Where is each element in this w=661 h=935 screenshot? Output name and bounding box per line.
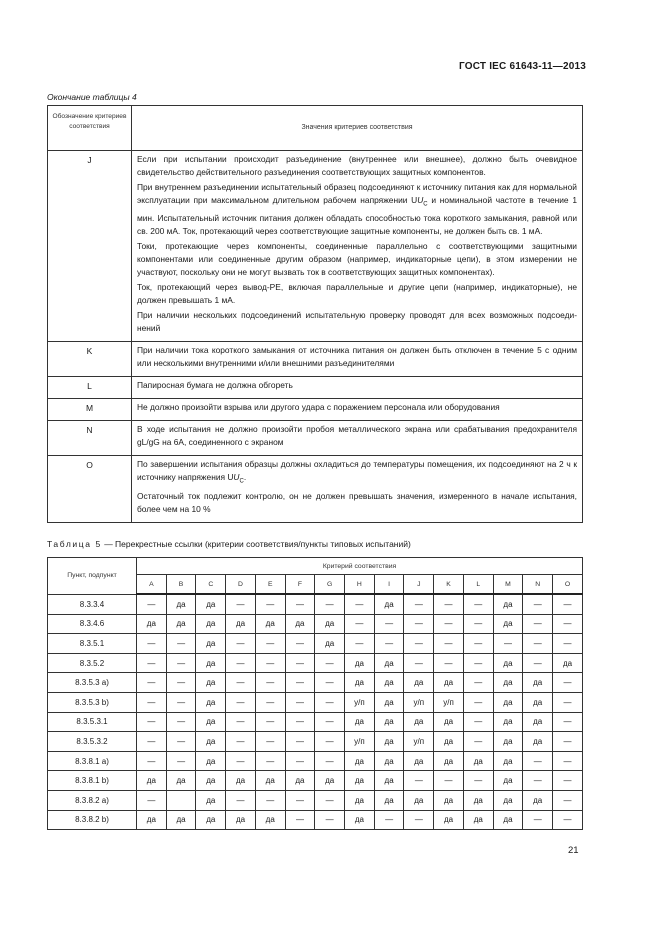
table-cell: да: [553, 653, 583, 673]
table-cell: да: [374, 790, 404, 810]
table-cell: да: [345, 751, 375, 771]
table5: [47, 557, 583, 830]
table4-row-m: [48, 398, 583, 420]
table-cell: —: [315, 673, 345, 693]
table-cell: да: [493, 771, 523, 791]
table4-row-k: [48, 341, 583, 376]
table-cell: —: [553, 692, 583, 712]
table-cell: у/п: [404, 732, 434, 752]
table-cell: —: [166, 634, 196, 654]
table-cell: да: [493, 692, 523, 712]
table-cell: —: [137, 712, 167, 732]
table5-column-header: N: [523, 575, 553, 595]
table-cell: —: [434, 771, 464, 791]
criterion-text: При наличии нескольких подсоединений испытательную проверку проводят для всех возможных подсоединений: [137, 309, 577, 333]
table-cell: —: [553, 673, 583, 693]
table-cell: да: [345, 653, 375, 673]
table-cell: да: [434, 673, 464, 693]
table4-row-n: [48, 420, 583, 455]
table-cell: —: [345, 634, 375, 654]
table-cell: —: [523, 810, 553, 830]
criterion-code: M: [85, 402, 94, 413]
table-cell: да: [196, 751, 226, 771]
criterion-text: По завершении испытания образцы должны охладиться до температуры помещения, их подсоединяют на 2 ч к источнику напряжения $UU_C$.: [137, 458, 577, 485]
table-cell: —: [285, 594, 315, 614]
table-cell: —: [374, 614, 404, 634]
criterion-text: Остаточный ток подлежит контролю, он не должен превышать значения, измеренного в начале испытания, более чем на 10 %: [137, 491, 577, 515]
table-cell: да: [374, 692, 404, 712]
table-cell: да: [523, 692, 553, 712]
table-cell: —: [166, 751, 196, 771]
table-cell: да: [196, 594, 226, 614]
table-cell: —: [523, 594, 553, 614]
criterion-text: Папиросная бумага не должна обгореть: [137, 379, 293, 390]
table4-caption: Окончание таблицы 4: [47, 92, 137, 102]
table5-column-header: L: [463, 575, 493, 595]
table-cell: да: [523, 790, 553, 810]
criterion-code: J: [87, 155, 92, 165]
table-cell: да: [196, 810, 226, 830]
table-cell: да: [196, 653, 226, 673]
table-cell: да: [493, 673, 523, 693]
table-row: [48, 653, 583, 673]
table-cell: [166, 790, 196, 810]
table-cell: —: [315, 732, 345, 752]
table-cell: —: [137, 653, 167, 673]
table5-column-header: I: [374, 575, 404, 595]
table5-column-header: F: [285, 575, 315, 595]
table-cell: —: [255, 653, 285, 673]
clause-number: 8.3.4.6: [48, 614, 137, 634]
criterion-text: Ток, протекающий через вывод-РЕ, включая параллельные и другие цепи (например, индикаторные), не должен превышать 1 мА.: [137, 281, 577, 305]
table-cell: —: [345, 614, 375, 634]
table-cell: —: [285, 790, 315, 810]
criterion-code: K: [86, 345, 93, 356]
table-cell: да: [196, 712, 226, 732]
table-cell: да: [166, 771, 196, 791]
clause-number: 8.3.8.1 b): [48, 771, 137, 791]
table5-column-header: E: [255, 575, 285, 595]
table-cell: да: [493, 594, 523, 614]
table-cell: —: [285, 673, 315, 693]
table-cell: —: [166, 692, 196, 712]
table-cell: да: [137, 771, 167, 791]
table-row: [48, 790, 583, 810]
table-cell: да: [345, 810, 375, 830]
table-cell: да: [315, 634, 345, 654]
criterion-code: L: [87, 380, 92, 391]
clause-number: 8.3.5.3 a): [48, 673, 137, 693]
table-cell: да: [493, 653, 523, 673]
table-cell: да: [523, 712, 553, 732]
table-cell: —: [315, 692, 345, 712]
table-cell: да: [345, 790, 375, 810]
table-cell: да: [137, 810, 167, 830]
table-cell: да: [226, 771, 256, 791]
table-cell: —: [553, 751, 583, 771]
table-cell: да: [196, 692, 226, 712]
table-cell: да: [196, 614, 226, 634]
table-cell: да: [374, 732, 404, 752]
table-row: [48, 732, 583, 752]
table-cell: —: [463, 771, 493, 791]
page-number: 21: [568, 845, 579, 856]
table-cell: —: [553, 732, 583, 752]
table5-column-header: M: [493, 575, 523, 595]
table-cell: —: [463, 712, 493, 732]
table-cell: —: [493, 634, 523, 654]
table5-column-header: D: [226, 575, 256, 595]
table-cell: да: [226, 810, 256, 830]
clause-number: 8.3.8.1 a): [48, 751, 137, 771]
table-cell: да: [493, 732, 523, 752]
table4-col1-header: Обозначение критериев соответствия: [48, 106, 132, 151]
table-cell: —: [553, 634, 583, 654]
table-cell: да: [196, 673, 226, 693]
table5-column-header: B: [166, 575, 196, 595]
table-cell: да: [226, 614, 256, 634]
table-cell: —: [553, 790, 583, 810]
table-cell: —: [553, 810, 583, 830]
table5-column-header: J: [404, 575, 434, 595]
clause-number: 8.3.8.2 a): [48, 790, 137, 810]
table-cell: —: [285, 712, 315, 732]
table-cell: —: [285, 634, 315, 654]
table-cell: —: [255, 732, 285, 752]
table4-row-o: [48, 455, 583, 523]
table-cell: —: [523, 614, 553, 634]
table-cell: да: [196, 790, 226, 810]
table-cell: да: [345, 771, 375, 791]
table-cell: да: [404, 712, 434, 732]
table-cell: у/п: [434, 692, 464, 712]
clause-number: 8.3.5.3 b): [48, 692, 137, 712]
table-cell: —: [285, 692, 315, 712]
table-cell: —: [553, 771, 583, 791]
criterion-text: При наличии тока короткого замыкания от источника питания он должен быть отключен в течение 5 с одним или несколькими внутренними и/или внешними разъединителями: [137, 344, 577, 368]
table-cell: —: [137, 692, 167, 712]
clause-number: 8.3.3.4: [48, 594, 137, 614]
criterion-text: В ходе испытания не должно произойти пробоя металлического экрана или срабатывания предохранителя gL/gG на 6А, соединенного с экраном: [137, 423, 577, 447]
table-cell: да: [196, 634, 226, 654]
clause-number: 8.3.5.1: [48, 634, 137, 654]
table-cell: —: [285, 732, 315, 752]
table5-column-header: H: [345, 575, 375, 595]
table-cell: да: [345, 712, 375, 732]
table-row: [48, 692, 583, 712]
table-cell: у/п: [404, 692, 434, 712]
table-cell: да: [374, 751, 404, 771]
criterion-text: Не должно произойти взрыва или другого удара с поражением персонала или оборудования: [137, 401, 500, 412]
table-cell: да: [374, 712, 404, 732]
table4-row-l: [48, 376, 583, 398]
table-cell: у/п: [345, 732, 375, 752]
table-cell: —: [315, 712, 345, 732]
table-cell: —: [166, 732, 196, 752]
table-cell: —: [523, 653, 553, 673]
table5-column-header: G: [315, 575, 345, 595]
table-cell: —: [166, 712, 196, 732]
table-cell: —: [553, 614, 583, 634]
table-cell: —: [226, 692, 256, 712]
table-cell: да: [315, 771, 345, 791]
table-row: [48, 712, 583, 732]
criterion-code: N: [86, 424, 93, 435]
table-cell: —: [137, 594, 167, 614]
table-cell: —: [255, 634, 285, 654]
clause-number: 8.3.5.2: [48, 653, 137, 673]
table-cell: —: [166, 653, 196, 673]
table-cell: да: [463, 790, 493, 810]
table-cell: да: [255, 771, 285, 791]
table4-header-row: [48, 106, 583, 151]
table-cell: да: [463, 751, 493, 771]
table-cell: —: [463, 732, 493, 752]
criterion-text: Если при испытании происходит разъединение (внутреннее или внешнее), должно быть очевидное свидетельство действительного разъединения соответствующих защитных компонентов.: [137, 154, 577, 177]
table5-column-header: C: [196, 575, 226, 595]
table-cell: да: [255, 614, 285, 634]
table-cell: да: [374, 771, 404, 791]
table-cell: —: [553, 594, 583, 614]
criterion-text: Токи, протекающие через компоненты, соединенные параллельно с соответствующими защитными компонентами или соединенные другим образом (например, индикаторные цепи), в этом измерении не участвуют, поскольку они не могут вызвать ток в соответствующих защитных компонентах).: [137, 240, 577, 277]
table-cell: —: [374, 634, 404, 654]
table-cell: —: [434, 634, 464, 654]
table-cell: да: [434, 732, 464, 752]
table-cell: —: [255, 692, 285, 712]
table-cell: —: [463, 594, 493, 614]
table-cell: —: [374, 810, 404, 830]
table-cell: да: [493, 614, 523, 634]
table-cell: да: [374, 594, 404, 614]
table-cell: —: [226, 732, 256, 752]
table5-caption: Таблица 5 — Перекрестные ссылки (критерии соответствия/пункты типовых испытаний): [47, 539, 411, 549]
table-cell: —: [255, 790, 285, 810]
table-cell: —: [255, 673, 285, 693]
table-row: [48, 751, 583, 771]
table4-col2-header: Значения критериев соответствия: [132, 106, 583, 151]
table-cell: да: [345, 673, 375, 693]
table-cell: да: [404, 751, 434, 771]
table-cell: да: [523, 673, 553, 693]
table4-row-j: [48, 151, 583, 342]
table-row: [48, 673, 583, 693]
table-cell: —: [315, 810, 345, 830]
standard-header: ГОСТ IEC 61643-11—2013: [459, 61, 586, 72]
table-cell: да: [166, 614, 196, 634]
table-cell: да: [315, 614, 345, 634]
table-cell: —: [137, 732, 167, 752]
table-cell: —: [404, 594, 434, 614]
table-cell: да: [404, 673, 434, 693]
table-row: [48, 771, 583, 791]
table-cell: —: [315, 594, 345, 614]
criterion-code: O: [86, 459, 93, 470]
table-cell: да: [196, 771, 226, 791]
table-cell: —: [137, 634, 167, 654]
table-cell: —: [404, 653, 434, 673]
table-cell: —: [463, 692, 493, 712]
table-cell: —: [137, 751, 167, 771]
table-row: [48, 634, 583, 654]
table-cell: —: [226, 751, 256, 771]
table-cell: да: [285, 614, 315, 634]
criterion-text: При внутреннем разъединении испытательный образец подсоединяют к источнику питания как для нормальной эксплуатации при максимальном длительном рабочем напряжении $UU_C$ и номинальной частоте в течение 1 мин. Испытательный источник питания должен обладать способностью тока короткого замыкания, равной или св. 200 мА. Ток, протекающий через соответствующие защитные компоненты, не должен быть св. 1 мА.: [137, 182, 577, 236]
table-cell: да: [374, 673, 404, 693]
table-cell: —: [523, 751, 553, 771]
table-cell: да: [493, 790, 523, 810]
table-cell: да: [196, 732, 226, 752]
table-cell: да: [523, 732, 553, 752]
table-cell: —: [434, 614, 464, 634]
table-cell: —: [345, 594, 375, 614]
table5-body: [48, 594, 583, 830]
table-cell: —: [255, 712, 285, 732]
table-cell: —: [463, 673, 493, 693]
table-cell: да: [285, 771, 315, 791]
clause-number: 8.3.8.2 b): [48, 810, 137, 830]
clause-number: 8.3.5.3.2: [48, 732, 137, 752]
table-cell: да: [434, 751, 464, 771]
table-cell: —: [285, 810, 315, 830]
table-row: [48, 614, 583, 634]
table-cell: —: [463, 653, 493, 673]
table-cell: да: [374, 653, 404, 673]
table-cell: —: [523, 634, 553, 654]
table4: [47, 105, 583, 523]
table-cell: —: [404, 810, 434, 830]
table-row: [48, 594, 583, 614]
table-cell: —: [404, 771, 434, 791]
table-cell: да: [493, 751, 523, 771]
table-cell: да: [434, 810, 464, 830]
table-cell: —: [226, 594, 256, 614]
table-cell: —: [404, 614, 434, 634]
table-cell: да: [493, 712, 523, 732]
table-cell: —: [255, 751, 285, 771]
table-cell: да: [166, 810, 196, 830]
table-cell: —: [404, 634, 434, 654]
table-cell: —: [315, 751, 345, 771]
table-cell: —: [226, 634, 256, 654]
table-cell: —: [226, 712, 256, 732]
table-cell: —: [315, 790, 345, 810]
table-cell: —: [166, 673, 196, 693]
table-row: [48, 810, 583, 830]
table-cell: —: [315, 653, 345, 673]
table-cell: —: [463, 634, 493, 654]
table5-column-header: K: [434, 575, 464, 595]
table-cell: —: [285, 751, 315, 771]
table-cell: —: [434, 653, 464, 673]
clause-number: 8.3.5.3.1: [48, 712, 137, 732]
table-cell: —: [553, 712, 583, 732]
table-cell: —: [463, 614, 493, 634]
table-cell: —: [226, 653, 256, 673]
table-cell: да: [434, 712, 464, 732]
table-cell: да: [463, 810, 493, 830]
table-cell: —: [255, 594, 285, 614]
table-cell: —: [523, 771, 553, 791]
table-cell: —: [226, 790, 256, 810]
table5-column-header: O: [553, 575, 583, 595]
table-cell: —: [434, 594, 464, 614]
table-cell: —: [137, 790, 167, 810]
table-cell: —: [285, 653, 315, 673]
table5-col1-header: Пункт, подпункт: [48, 558, 137, 595]
table-cell: да: [404, 790, 434, 810]
table-cell: да: [137, 614, 167, 634]
table-cell: да: [493, 810, 523, 830]
table-cell: да: [166, 594, 196, 614]
table-cell: у/п: [345, 692, 375, 712]
table5-column-header: A: [137, 575, 167, 595]
table-cell: —: [226, 673, 256, 693]
table5-group-header: Критерий соответствия: [137, 558, 583, 575]
table-cell: —: [137, 673, 167, 693]
table-cell: да: [255, 810, 285, 830]
table-cell: да: [434, 790, 464, 810]
